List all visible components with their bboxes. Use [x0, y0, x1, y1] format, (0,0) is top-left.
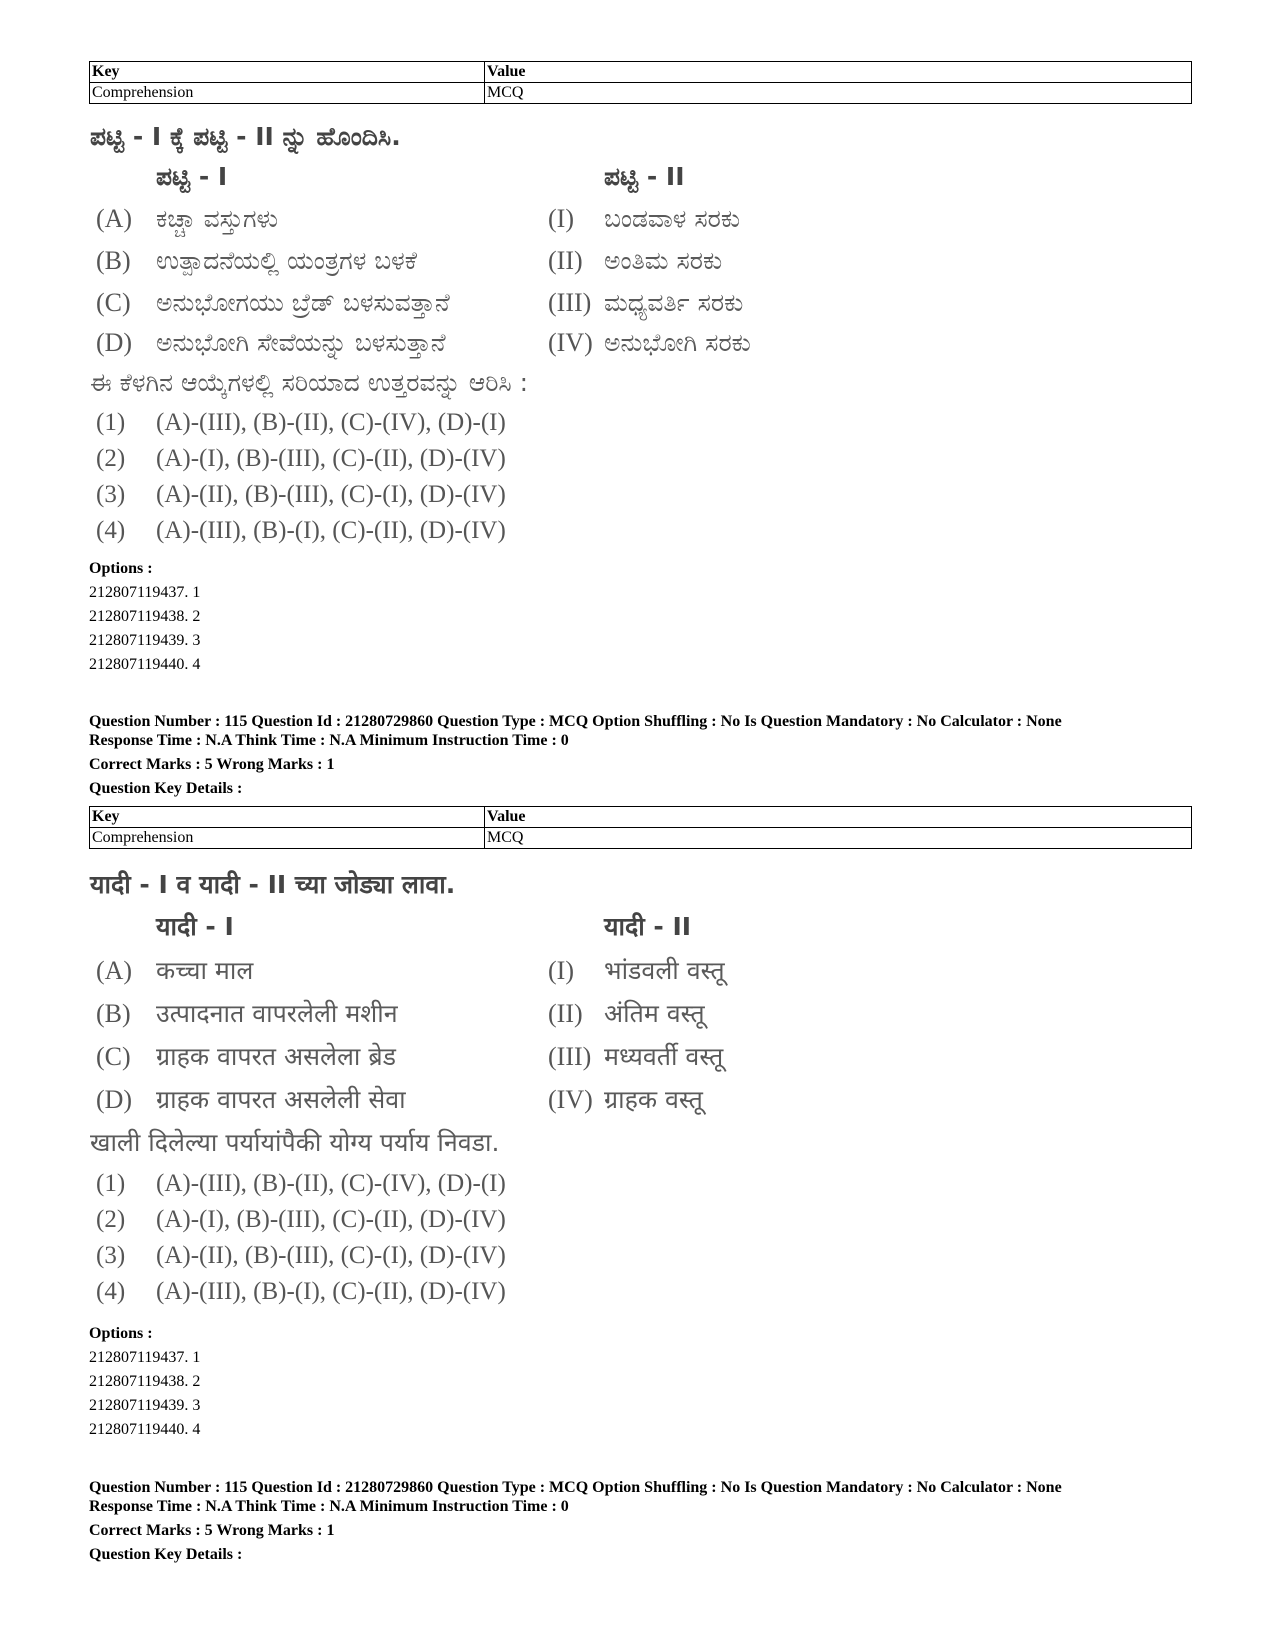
- table-header-key: Key: [90, 62, 485, 83]
- option-item: 212807119440. 4: [89, 656, 201, 673]
- table-header-row: [90, 62, 1192, 83]
- list-1-item: ग्राहक वापरत असलेली सेवा: [156, 1085, 406, 1114]
- list-2-item: ಮಧ್ಯವರ್ತಿ ಸರಕು: [604, 288, 744, 317]
- table-cell-key: Comprehension: [90, 828, 485, 849]
- list-1-item: उत्पादनात वापरलेली मशीन: [156, 999, 398, 1028]
- question-key-table: [89, 806, 1192, 849]
- marks-line: Correct Marks : 5 Wrong Marks : 1: [89, 1522, 335, 1539]
- list-1-header: ಪಟ್ಟಿ - I: [156, 162, 228, 191]
- question-instruction: ಪಟ್ಟಿ - I ಕ್ಕೆ ಪಟ್ಟಿ - II ನ್ನು ಹೊಂದಿಸಿ.: [90, 122, 401, 151]
- question-meta-line: Question Number : 115 Question Id : 21280729860 Question Type : MCQ Option Shuffling : No Is Question Mandatory : No Calculator : None: [89, 713, 1062, 730]
- row-label: (D): [96, 328, 133, 357]
- choice-number: (1): [96, 409, 126, 436]
- question-meta-line: Response Time : N.A Think Time : N.A Minimum Instruction Time : 0: [89, 1498, 569, 1515]
- options-title: Options :: [89, 560, 153, 577]
- table-cell-value: MCQ: [485, 828, 1192, 849]
- list-2-item: भांडवली वस्तू: [604, 956, 725, 985]
- table-cell-key: Comprehension: [90, 83, 485, 104]
- row-label: (C): [96, 1042, 131, 1071]
- list-2-item: अंतिम वस्तू: [604, 999, 705, 1028]
- question-instruction: यादी - I व यादी - II च्या जोड्या लावा.: [90, 870, 456, 899]
- key-details-title: Question Key Details :: [89, 780, 243, 797]
- list-2-item: ಅಂತಿಮ ಸರಕು: [604, 246, 723, 275]
- choice-number: (1): [96, 1170, 126, 1197]
- list-2-item: ಬಂಡವಾಳ ಸರಕು: [604, 204, 741, 233]
- list-2-item: ग्राहक वस्तू: [604, 1085, 703, 1114]
- row-label: (II): [548, 999, 583, 1028]
- choice-text: (A)-(III), (B)-(II), (C)-(IV), (D)-(I): [156, 409, 506, 436]
- row-label: (B): [96, 246, 131, 275]
- list-2-item: ಅನುಭೋಗಿ ಸರಕು: [604, 328, 751, 357]
- row-label: (IV): [548, 1085, 593, 1114]
- choice-number: (2): [96, 445, 126, 472]
- question-key-table: [89, 61, 1192, 104]
- choice-number: (3): [96, 1242, 126, 1269]
- choice-number: (2): [96, 1206, 126, 1233]
- list-1-item: ಅನುಭೋಗಯು ಬ್ರೆಡ್ ಬಳಸುವತ್ತಾನೆ: [156, 288, 450, 317]
- row-label: (IV): [548, 328, 593, 357]
- row-label: (I): [548, 956, 574, 985]
- options-title: Options :: [89, 1325, 153, 1342]
- list-1-item: ಉತ್ಪಾದನೆಯಲ್ಲಿ ಯಂತ್ರಗಳ ಬಳಕೆ: [156, 246, 417, 275]
- choice-text: (A)-(I), (B)-(III), (C)-(II), (D)-(IV): [156, 1206, 506, 1233]
- option-item: 212807119439. 3: [89, 1397, 201, 1414]
- option-item: 212807119437. 1: [89, 1349, 201, 1366]
- option-item: 212807119438. 2: [89, 1373, 201, 1390]
- list-1-item: ग्राहक वापरत असलेला ब्रेड: [156, 1042, 396, 1071]
- table-cell-value: MCQ: [485, 83, 1192, 104]
- row-label: (III): [548, 1042, 592, 1071]
- option-item: 212807119437. 1: [89, 584, 201, 601]
- table-row: [90, 83, 1192, 104]
- choice-text: (A)-(III), (B)-(I), (C)-(II), (D)-(IV): [156, 517, 506, 544]
- row-label: (III): [548, 288, 592, 317]
- question-meta-line: Question Number : 115 Question Id : 21280729860 Question Type : MCQ Option Shuffling : No Is Question Mandatory : No Calculator : None: [89, 1479, 1062, 1496]
- table-header-row: [90, 807, 1192, 828]
- table-header-value: Value: [485, 62, 1192, 83]
- option-item: 212807119439. 3: [89, 632, 201, 649]
- choice-text: (A)-(II), (B)-(III), (C)-(I), (D)-(IV): [156, 481, 506, 508]
- list-2-item: मध्यवर्ती वस्तू: [604, 1042, 724, 1071]
- marks-line: Correct Marks : 5 Wrong Marks : 1: [89, 756, 335, 773]
- choice-number: (4): [96, 1278, 126, 1305]
- choice-text: (A)-(II), (B)-(III), (C)-(I), (D)-(IV): [156, 1242, 506, 1269]
- list-1-item: कच्चा माल: [156, 956, 254, 985]
- question-meta-line: Response Time : N.A Think Time : N.A Minimum Instruction Time : 0: [89, 732, 569, 749]
- row-label: (I): [548, 204, 574, 233]
- row-label: (A): [96, 204, 133, 233]
- row-label: (A): [96, 956, 133, 985]
- table-row: [90, 828, 1192, 849]
- choice-text: (A)-(III), (B)-(I), (C)-(II), (D)-(IV): [156, 1278, 506, 1305]
- list-2-header: यादी - II: [604, 912, 692, 941]
- row-label: (D): [96, 1085, 133, 1114]
- list-1-item: ಅನುಭೋಗಿ ಸೇವೆಯನ್ನು ಬಳಸುತ್ತಾನೆ: [156, 328, 446, 357]
- choice-text: (A)-(I), (B)-(III), (C)-(II), (D)-(IV): [156, 445, 506, 472]
- row-label: (B): [96, 999, 131, 1028]
- choice-text: (A)-(III), (B)-(II), (C)-(IV), (D)-(I): [156, 1170, 506, 1197]
- list-1-header: यादी - I: [156, 912, 234, 941]
- choice-number: (3): [96, 481, 126, 508]
- list-2-header: ಪಟ್ಟಿ - II: [604, 162, 685, 191]
- choose-instruction: खाली दिलेल्या पर्यायांपैकी योग्य पर्याय निवडा.: [90, 1128, 500, 1157]
- key-details-title: Question Key Details :: [89, 1546, 243, 1563]
- option-item: 212807119438. 2: [89, 608, 201, 625]
- choice-number: (4): [96, 517, 126, 544]
- choose-instruction: ಈ ಕೆಳಗಿನ ಆಯ್ಕೆಗಳಲ್ಲಿ ಸರಿಯಾದ ಉತ್ತರವನ್ನು ಆರಿಸಿ :: [90, 368, 529, 397]
- row-label: (C): [96, 288, 131, 317]
- table-header-key: Key: [90, 807, 485, 828]
- option-item: 212807119440. 4: [89, 1421, 201, 1438]
- list-1-item: ಕಚ್ಚಾ ವಸ್ತುಗಳು: [156, 204, 279, 233]
- row-label: (II): [548, 246, 583, 275]
- table-header-value: Value: [485, 807, 1192, 828]
